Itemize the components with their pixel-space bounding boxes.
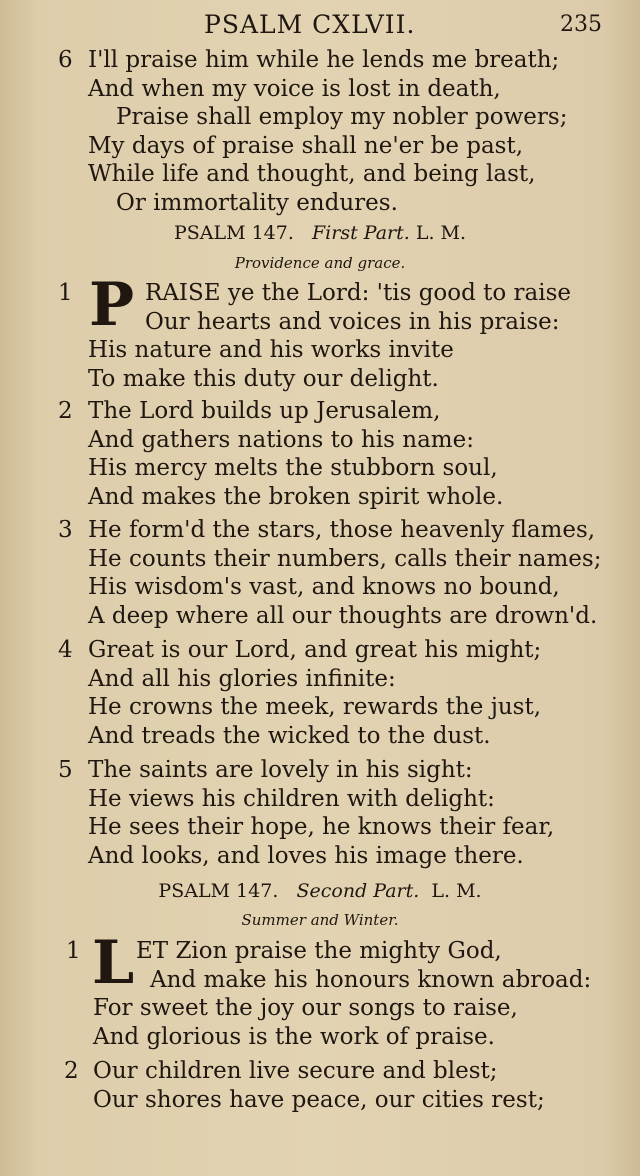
stanza-number: 1 bbox=[58, 280, 73, 306]
verse-line: To make this duty our delight. bbox=[88, 365, 439, 392]
verse-line bbox=[0, 516, 640, 545]
psalm-heading-first bbox=[0, 222, 640, 244]
stanza-4 bbox=[0, 636, 640, 750]
stanza-second-2 bbox=[0, 1057, 640, 1114]
verse-line bbox=[0, 397, 640, 426]
line-text: I'll praise him while he lends me breath; bbox=[88, 47, 560, 73]
verse-line: Our hearts and voices in his praise: bbox=[145, 308, 560, 335]
verse-line: Or immortality endures. bbox=[116, 189, 398, 216]
verse-line bbox=[0, 279, 640, 308]
page-number: 235 bbox=[560, 12, 602, 37]
stanza-carryover bbox=[0, 46, 640, 217]
verse-line: And gathers nations to his name: bbox=[88, 426, 474, 453]
verse-line: And make his honours known abroad: bbox=[150, 966, 592, 993]
running-head-title: PSALM CXLVII. bbox=[204, 10, 416, 39]
stanza-1 bbox=[0, 270, 640, 393]
verse-line: And when my voice is lost in death, bbox=[88, 75, 501, 102]
verse-line: He crowns the meek, rewards the just, bbox=[88, 694, 542, 720]
stanza-number: 2 bbox=[58, 398, 73, 424]
psalm-heading-second bbox=[0, 880, 640, 902]
psalm-heading-part: Second Part. bbox=[296, 880, 420, 902]
verse-line: And makes the broken spirit whole. bbox=[88, 483, 504, 510]
verse-line: And glorious is the work of praise. bbox=[93, 1023, 495, 1050]
verse-line: While life and thought, and being last, bbox=[88, 161, 536, 187]
verse-line: His wisdom's vast, and knows no bound, bbox=[88, 574, 560, 600]
verse-line: And treads the wicked to the dust. bbox=[88, 722, 491, 749]
drop-cap: P bbox=[89, 270, 135, 340]
verse-line: His mercy melts the stubborn soul, bbox=[88, 455, 498, 481]
stanza-number: 5 bbox=[58, 757, 73, 783]
stanza-number: 6 bbox=[58, 47, 73, 73]
verse-line bbox=[0, 756, 640, 785]
psalm-heading-title: PSALM 147. bbox=[158, 880, 279, 902]
psalm-subtitle-first: Providence and grace. bbox=[234, 254, 406, 272]
verse-line: And looks, and loves his image there. bbox=[88, 842, 524, 869]
verse-line bbox=[0, 1057, 640, 1086]
verse-line: And all his glories infinite: bbox=[88, 665, 396, 692]
psalm-heading-part: First Part. bbox=[312, 222, 410, 244]
running-head bbox=[0, 10, 640, 44]
stanza-2 bbox=[0, 397, 640, 511]
verse-line bbox=[0, 937, 640, 966]
stanza-3 bbox=[0, 516, 640, 630]
verse-line: He views his children with delight: bbox=[88, 785, 495, 812]
psalm-heading-meter: L. M. bbox=[415, 222, 467, 244]
stanza-number: 1 bbox=[66, 938, 81, 964]
drop-cap: L bbox=[92, 928, 135, 998]
psalm-heading-meter: L. M. bbox=[431, 880, 482, 902]
verse-line: My days of praise shall ne'er be past, bbox=[88, 132, 524, 159]
stanza-number: 4 bbox=[58, 637, 73, 663]
verse-line: A deep where all our thoughts are drown'd. bbox=[88, 602, 598, 629]
verse-line: Praise shall employ my nobler powers; bbox=[116, 104, 568, 130]
verse-line: He sees their hope, he knows their fear, bbox=[88, 814, 555, 840]
line-text: The Lord builds up Jerusalem, bbox=[88, 398, 441, 424]
line-text: The saints are lovely in his sight: bbox=[88, 757, 473, 783]
stanza-number: 3 bbox=[58, 517, 73, 543]
stanza-5 bbox=[0, 756, 640, 870]
psalm-subtitle-second: Summer and Winter. bbox=[241, 911, 399, 929]
stanza-second-1 bbox=[0, 928, 640, 1051]
line-text: RAISE ye the Lord: 'tis good to raise bbox=[145, 280, 572, 306]
line-text: Great is our Lord, and great his might; bbox=[88, 637, 542, 663]
psalm-heading-title: PSALM 147. bbox=[173, 222, 294, 244]
line-text: He form'd the stars, those heavenly flames, bbox=[88, 517, 596, 543]
verse-line bbox=[0, 636, 640, 665]
verse-line: His nature and his works invite bbox=[88, 337, 454, 363]
verse-line: For sweet the joy our songs to raise, bbox=[93, 995, 518, 1021]
line-text: Our children live secure and blest; bbox=[93, 1058, 498, 1084]
verse-line: He counts their numbers, calls their names; bbox=[88, 545, 602, 572]
line-text: ET Zion praise the mighty God, bbox=[136, 938, 502, 964]
verse-line bbox=[0, 46, 640, 75]
verse-line: Our shores have peace, our cities rest; bbox=[93, 1086, 545, 1113]
stanza-number: 2 bbox=[64, 1058, 79, 1084]
